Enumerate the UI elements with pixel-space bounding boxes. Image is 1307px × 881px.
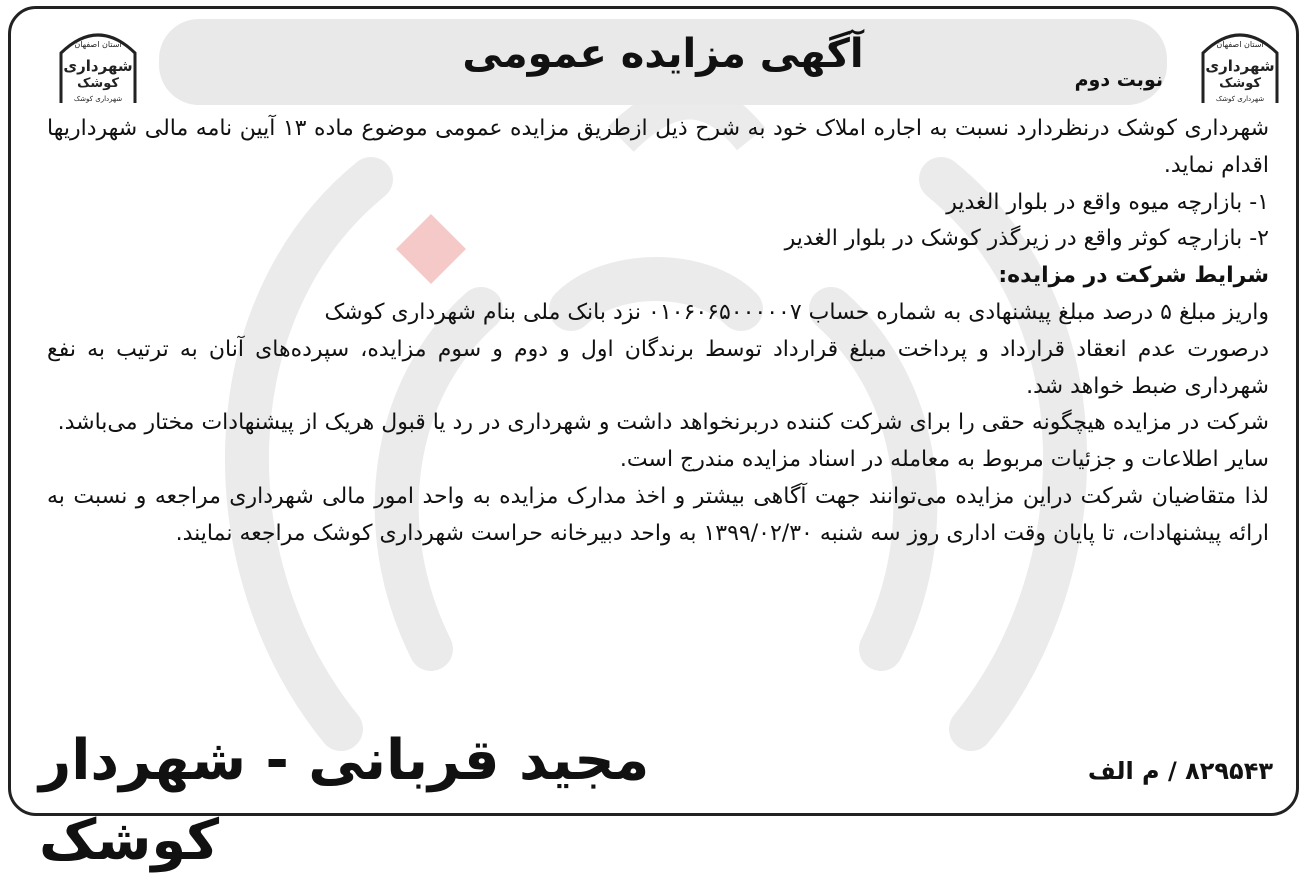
intro-paragraph: شهرداری کوشک درنظردارد نسبت به اجاره املاک خود به شرح ذیل ازطریق مزایده عمومی موضوع ماده ۱۳ آیین نامه مالی شهرداریها اقدام نماید.: [47, 116, 1269, 178]
svg-text:شهرداری: شهرداری: [63, 57, 133, 75]
svg-text:شهرداری کوشک: شهرداری کوشک: [73, 95, 123, 103]
forfeit-condition: درصورت عدم انعقاد قرارداد و پرداخت مبلغ قرارداد توسط برندگان اول و دوم و سوم مزایده، سپرده‌های آنان به ترتیب به نفع شهرداری ضبط خواهد شد.: [47, 336, 1269, 399]
notice-title: آگهی مزایده عمومی: [462, 31, 864, 77]
auction-item-2: ۲- بازارچه کوثر واقع در زیرگذر کوشک در بلوار الغدیر: [784, 226, 1269, 252]
svg-text:استان اصفهان: استان اصفهان: [1216, 40, 1264, 49]
rights-condition: شرکت در مزایده هیچگونه حقی را برای شرکت کننده دربرنخواهد داشت و شهرداری در رد یا قبول هریک از پیشنهادات مختار می‌باشد.: [57, 410, 1269, 436]
other-info: سایر اطلاعات و جزئیات مربوط به معامله در اسناد مزایده مندرج است.: [619, 447, 1269, 473]
notice-frame: [8, 6, 1299, 873]
svg-text:کوشک: کوشک: [1219, 76, 1261, 91]
auction-item-1: ۱- بازارچه میوه واقع در بلوار الغدیر: [946, 189, 1269, 215]
svg-text:شهرداری کوشک: شهرداری کوشک: [1215, 95, 1265, 103]
notice-body: [47, 111, 1269, 553]
municipality-logo-right: [1199, 23, 1281, 107]
svg-text:استان اصفهان: استان اصفهان: [74, 40, 122, 49]
closing-paragraph: لذا متقاضیان شرکت دراین مزایده می‌توانند جهت آگاهی بیشتر و اخذ مدارک مزایده به واحد امور مالی شهرداری مراجعه و نسبت به ارائه پیشنهادات، تا پایان وقت اداری روز سه شنبه ۱۳۹۹/۰۲/۳۰ به واحد دبیرخانه حراست شهرداری کوشک مراجعه نمایند.: [47, 483, 1269, 546]
deposit-condition: واریز مبلغ ۵ درصد مبلغ پیشنهادی به شماره حساب ۰۱۰۶۰۶۵۰۰۰۰۰۷ نزد بانک ملی بنام شهرداری کوشک: [324, 299, 1269, 325]
conditions-heading: شرایط شرکت در مزایده:: [998, 263, 1269, 289]
notice-round: نوبت دوم: [1074, 69, 1163, 91]
mayor-signature: مجید قربانی - شهردار کوشک: [39, 728, 650, 873]
svg-text:شهرداری: شهرداری: [1205, 57, 1275, 75]
municipality-logo: [57, 23, 139, 107]
notice-code: ۸۲۹۵۴۳ / م الف: [1087, 757, 1273, 785]
svg-text:کوشک: کوشک: [77, 76, 119, 91]
